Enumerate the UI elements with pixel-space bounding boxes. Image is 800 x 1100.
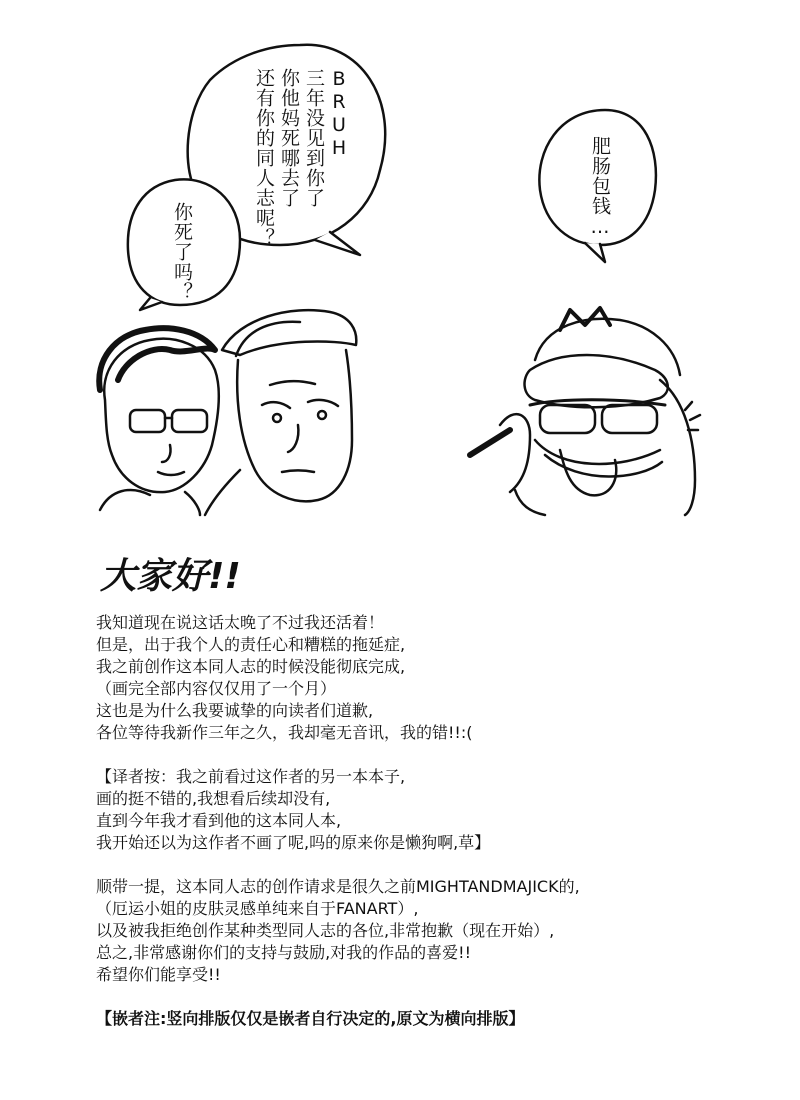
message-line: 顺带一提，这本同人志的创作请求是很久之前MIGHTANDMAJICK的, bbox=[96, 877, 580, 896]
paragraph-gap bbox=[96, 744, 736, 766]
speech-column: BRUH bbox=[328, 68, 350, 160]
message-line: 总之,非常感谢你们的支持与鼓励,对我的作品的喜爱!! bbox=[96, 943, 472, 962]
message-line: （厄运小姐的皮肤灵感单纯来自于FANART）, bbox=[96, 899, 419, 918]
page-heading: 大家好!! bbox=[100, 556, 241, 597]
character-cap-man bbox=[205, 310, 356, 515]
character-glasses-man bbox=[99, 328, 218, 515]
speech-column: 还有你的同人志呢？ bbox=[253, 68, 275, 248]
speech-column: 你死了吗？ bbox=[171, 202, 193, 302]
message-line: （画完全部内容仅仅用了一个月） bbox=[96, 679, 337, 698]
message-line: 但是，出于我个人的责任心和糟糕的拖延症, bbox=[96, 635, 406, 654]
speech-column: 肥肠包钱… bbox=[589, 136, 611, 239]
paragraph-gap bbox=[96, 854, 736, 876]
translator-note-line: 【译者按：我之前看过这作者的另一本本子, bbox=[96, 767, 406, 786]
message-line: 这也是为什么我要诚挚的向读者们道歉, bbox=[96, 701, 374, 720]
message-line: 我知道现在说这话太晚了不过我还活着！ bbox=[96, 613, 385, 632]
embedder-note: 【嵌者注:竖向排版仅仅是嵌者自行决定的,原文为横向排版】 bbox=[96, 1009, 525, 1028]
message-line: 我之前创作这本同人志的时候没能彻底完成, bbox=[96, 657, 406, 676]
message-line: 以及被我拒绝创作某种类型同人志的各位,非常抱歉（现在开始）, bbox=[96, 921, 555, 940]
message-line: 各位等待我新作三年之久，我却毫无音讯，我的错!!:( bbox=[96, 723, 473, 742]
speech-column: 你他妈死哪去了 bbox=[278, 68, 300, 208]
author-message bbox=[96, 612, 736, 1030]
speech-column: 三年没见到你了 bbox=[303, 68, 325, 208]
translator-note-line: 我开始还以为这作者不画了呢,吗的原来你是懒狗啊,草】 bbox=[96, 833, 491, 852]
message-line: 希望你们能享受!! bbox=[96, 965, 221, 984]
speech-text-left-small bbox=[170, 202, 193, 302]
translator-note-line: 画的挺不错的,我想看后续却没有, bbox=[96, 789, 331, 808]
paragraph-gap bbox=[96, 986, 736, 1008]
speech-text-right bbox=[588, 136, 611, 239]
speech-text-left-large bbox=[252, 68, 350, 248]
character-crying-frog bbox=[470, 308, 700, 515]
translator-note-line: 直到今年我才看到他的这本同人本, bbox=[96, 811, 342, 830]
